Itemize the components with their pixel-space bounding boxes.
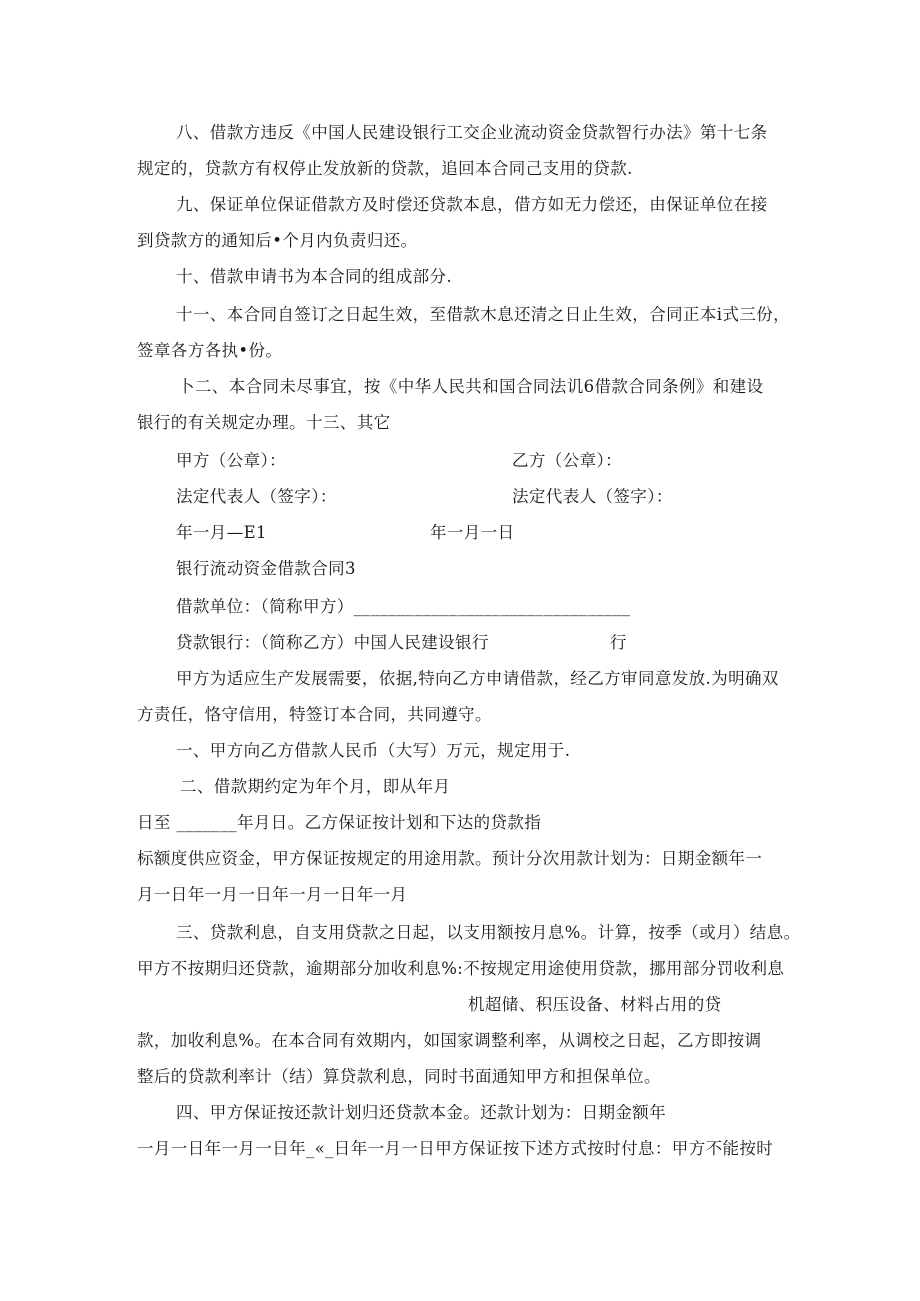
preamble-line-1: 甲方为适应生产发展需要，依据,特向乙方申请借款，经乙方审同意发放.为明确双 bbox=[176, 669, 779, 688]
clause-9-line-1: 九、保证单位保证借款方及时偿还贷款本息，借方如无力偿还，由保证单位在接 bbox=[176, 195, 768, 214]
lender-branch-suffix: 行 bbox=[610, 633, 627, 652]
clause-8-line-2: 规定的，贷款方有权停止发放新的贷款，追回本合同己支用的贷款. bbox=[137, 159, 633, 178]
clause-12-line-1: 卜二、本合同未尽事宜，按《中华人民共和国合同法讥6借款合同条例》和建设 bbox=[178, 377, 764, 396]
article-3-line-4: 款，加收利息%。在本合同有效期内，如国家调整利率，从调校之日起，乙方即按调 bbox=[137, 1031, 762, 1050]
article-4-line-2: 一月一日年一月一日年_«_日年一月一日甲方保证按下述方式按时付息：甲方不能按时 bbox=[137, 1139, 774, 1158]
article-1: 一、甲方向乙方借款人民币（大写）万元，规定用于. bbox=[176, 741, 571, 760]
borrower-line: 借款单位：（简称甲方）________________________________ bbox=[176, 597, 631, 616]
lender-line: 贷款银行：（简称乙方）中国人民建设银行 bbox=[176, 633, 489, 652]
clause-10: 十、借款申请书为本合同的组成部分. bbox=[176, 267, 453, 286]
party-b-representative: 法定代表人（签字）： bbox=[512, 487, 673, 506]
clause-9-line-2: 到贷款方的通知后•个月内负责归还。 bbox=[137, 231, 418, 250]
preamble-line-2: 方责任，恪守信用，特签订本合同，共同遵守。 bbox=[137, 705, 492, 724]
party-a-date: 年一月—E1 bbox=[176, 523, 267, 542]
clause-11-line-2: 签章各方各执•份。 bbox=[137, 341, 283, 360]
article-2-line-3: 标额度供应资金，甲方保证按规定的用途用款。预计分次用款计划为：日期金额年一 bbox=[137, 849, 763, 868]
article-2-line-4: 月一日年一月一日年一月一日年一月 bbox=[137, 885, 408, 904]
article-2-line-1: 二、借款期约定为年个月，即从年月 bbox=[180, 777, 451, 796]
article-3-line-5: 整后的贷款利率计（结）算贷款利息，同时书面通知甲方和担保单位。 bbox=[137, 1067, 661, 1086]
party-a-representative: 法定代表人（签字）： bbox=[176, 487, 337, 506]
clause-8-line-1: 八、借款方违反《中国人民建设银行工交企业流动资金贷款智行办法》第十七条 bbox=[176, 123, 768, 142]
clause-11-line-1: 十一、本合同自签订之日起生效，至借款木息还清之日止生效，合同正本i式三份， bbox=[176, 305, 791, 324]
article-4-line-1: 四、甲方保证按还款计划归还贷款本金。还款计划为：日期金额年 bbox=[176, 1103, 667, 1122]
article-2-line-2: 日至 _______年月日。乙方保证按计划和下达的贷款指 bbox=[137, 813, 542, 832]
article-3-line-2: 甲方不按期归还贷款，逾期部分加收利息%:不按规定用途使用贷款，挪用部分罚收利息 bbox=[137, 959, 785, 978]
clause-12-line-2: 银行的有关规定办理。十三、其它 bbox=[137, 413, 391, 432]
party-b-seal: 乙方（公章）： bbox=[512, 451, 623, 470]
article-3-line-3: 机超储、积压设备、材料占用的贷 bbox=[468, 995, 722, 1014]
party-b-date: 年一月一日 bbox=[430, 523, 515, 542]
party-a-seal: 甲方（公章）： bbox=[176, 451, 287, 470]
contract-title: 银行流动资金借款合同3 bbox=[176, 559, 356, 578]
article-3-line-1: 三、贷款利息，自支用贷款之日起，以支用额按月息%。计算，按季（或月）结息。 bbox=[176, 923, 801, 942]
